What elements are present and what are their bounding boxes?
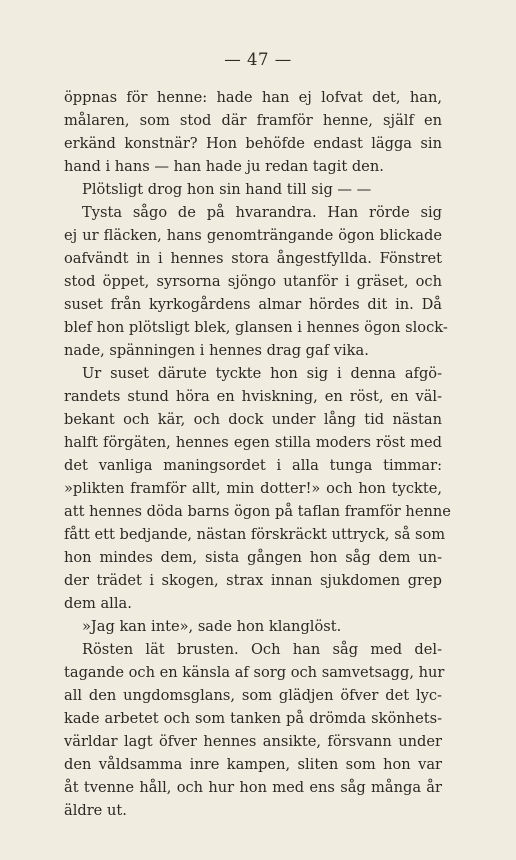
- body-text: [64, 86, 451, 822]
- text-line: fått ett bedjande, nästan förskräckt uttryck, så som: [64, 526, 446, 543]
- text-line: Tysta sågo de på hvarandra. Han rörde sig: [82, 204, 442, 221]
- text-line: målaren, som stod där framför henne, själf en: [64, 112, 442, 129]
- text-line: nade, spänningen i hennes drag gaf vika.: [64, 342, 369, 359]
- text-line: kade arbetet och som tanken på drömda skönhets-: [64, 710, 442, 727]
- text-line: »Jag kan inte», sade hon klanglöst.: [82, 618, 342, 635]
- text-line: Ur suset därute tyckte hon sig i denna afgö-: [82, 365, 442, 382]
- text-line: tagande och en känsla af sorg och samvetsagg, hur: [64, 664, 445, 681]
- text-line: hon mindes dem, sista gången hon såg dem un-: [64, 549, 442, 566]
- text-line: att hennes döda barns ögon på taflan framför henne: [64, 503, 451, 520]
- text-line: äldre ut.: [64, 802, 127, 819]
- text-line: Plötsligt drog hon sin hand till sig — —: [82, 181, 372, 198]
- text-line: Rösten lät brusten. Och han såg med del-: [82, 641, 442, 658]
- text-line: hand i hans — han hade ju redan tagit den.: [64, 158, 384, 175]
- text-line: det vanliga maningsordet i alla tunga timmar:: [64, 457, 442, 474]
- page-number: — 47 —: [224, 50, 292, 69]
- text-line: »plikten framför allt, min dotter!» och hon tyckte,: [64, 480, 442, 497]
- text-line: randets stund höra en hviskning, en röst, en väl-: [64, 388, 442, 405]
- text-line: öppnas för henne: hade han ej lofvat det, han,: [64, 89, 442, 106]
- text-line: suset från kyrkogårdens almar hördes dit in. Då: [64, 296, 442, 313]
- text-line: åt tvenne håll, och hur hon med ens såg många år: [64, 779, 442, 796]
- text-line: erkänd konstnär? Hon behöfde endast lägga sin: [64, 135, 442, 152]
- text-line: all den ungdomsglans, som glädjen öfver det lyc-: [64, 687, 442, 704]
- text-line: den våldsamma inre kampen, sliten som hon var: [64, 756, 442, 773]
- text-line: der trädet i skogen, strax innan sjukdomen grep: [64, 572, 442, 589]
- text-line: blef hon plötsligt blek, glansen i hennes ögon slock-: [64, 319, 448, 336]
- text-line: bekant och kär, och dock under lång tid nästan: [64, 411, 442, 428]
- text-line: halft förgäten, hennes egen stilla moders röst med: [64, 434, 442, 451]
- text-line: ej ur fläcken, hans genomträngande ögon blickade: [64, 227, 442, 244]
- text-line: dem alla.: [64, 595, 132, 612]
- text-line: oafvändt in i hennes stora ångestfyllda. Fönstret: [64, 250, 442, 267]
- text-line: stod öppet, syrsorna sjöngo utanför i gräset, och: [64, 273, 442, 290]
- text-line: världar lagt öfver hennes ansikte, försvann under: [64, 733, 442, 750]
